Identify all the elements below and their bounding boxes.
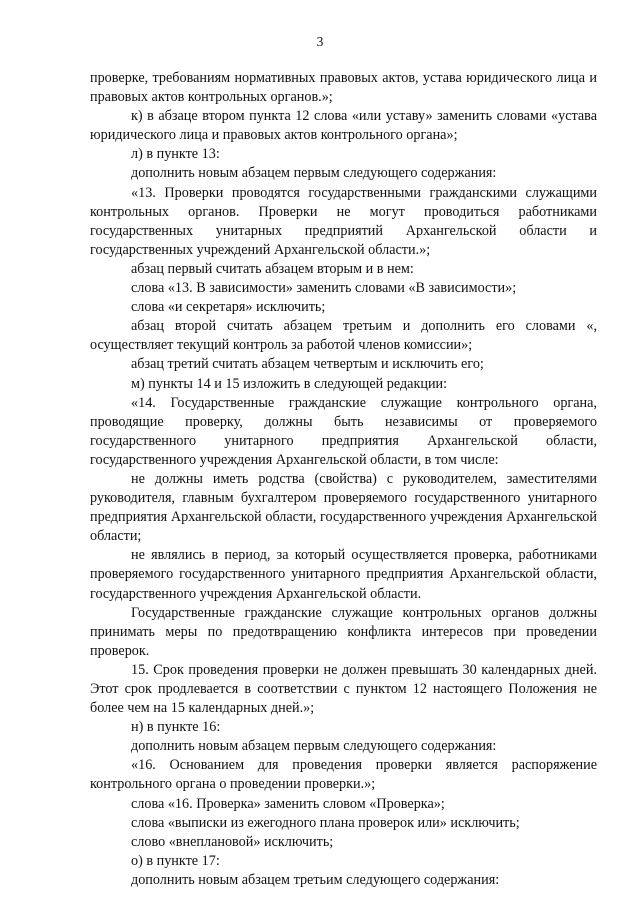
paragraph: слова «13. В зависимости» заменить словами «В зависимости»; bbox=[131, 280, 517, 297]
paragraph: «14. Государственные гражданские служащие контрольного органа, проводящие проверку, должны быть независимы от проверяемого государственного унитарного предприятия Архангельской области, государственного учреждения Архангельской области, в том числе: bbox=[90, 394, 597, 468]
paragraph: абзац первый считать абзацем вторым и в нем: bbox=[131, 260, 414, 277]
paragraph: о) в пункте 17: bbox=[131, 852, 220, 869]
paragraph: не должны иметь родства (свойства) с руководителем, заместителями руководителя, главным бухгалтером проверяемого государственного унитарного предприятия Архангельской области, государственного учреждения Архангельской области; bbox=[90, 470, 597, 545]
paragraph: проверке, требованиям нормативных правовых актов, устава юридического лица и правовых актов контрольных органов.»; bbox=[90, 70, 597, 106]
paragraph: слова «и секретаря» исключить; bbox=[131, 299, 326, 316]
paragraph: л) в пункте 13: bbox=[131, 146, 220, 163]
paragraph: н) в пункте 16: bbox=[131, 719, 221, 736]
paragraph: слово «внеплановой» исключить; bbox=[131, 833, 334, 850]
paragraph: «16. Основанием для проведения проверки является распоряжение контрольного органа о проведении проверки.»; bbox=[90, 757, 597, 793]
paragraph: Государственные гражданские служащие контрольных органов должны принимать меры по предотвращению конфликта интересов при проведении проверок. bbox=[90, 604, 597, 659]
document-body bbox=[90, 69, 597, 890]
page-number: 3 bbox=[316, 34, 324, 49]
paragraph: дополнить новым абзацем третьим следующего содержания: bbox=[131, 871, 500, 888]
paragraph: абзац третий считать абзацем четвертым и исключить его; bbox=[131, 356, 484, 373]
paragraph: слова «16. Проверка» заменить словом «Проверка»; bbox=[131, 795, 445, 812]
paragraph: слова «выписки из ежегодного плана проверок или» исключить; bbox=[131, 814, 520, 831]
paragraph: 15. Срок проведения проверки не должен превышать 30 календарных дней. Этот срок продлевается в соответствии с пунктом 12 настоящего Положения не более чем на 15 календарных дней.»; bbox=[90, 661, 597, 717]
paragraph: к) в абзаце втором пункта 12 слова «или уставу» заменить словами «устава юридического лица и правовых актов контрольного органа»; bbox=[90, 108, 597, 144]
paragraph: дополнить новым абзацем первым следующего содержания: bbox=[131, 165, 497, 182]
paragraph: м) пункты 14 и 15 изложить в следующей редакции: bbox=[131, 375, 448, 392]
paragraph: не являлись в период, за который осуществляется проверка, работниками проверяемого государственного унитарного предприятия Архангельской области, государственного учреждения Архангельской области. bbox=[90, 547, 597, 602]
paragraph: дополнить новым абзацем первым следующего содержания: bbox=[131, 738, 497, 755]
paragraph: абзац второй считать абзацем третьим и дополнить его словами «, осуществляет текущий контроль за работой членов комиссии»; bbox=[90, 318, 597, 354]
paragraph: «13. Проверки проводятся государственными гражданскими служащими контрольных органов. Проверки не могут проводиться работниками государственных унитарных предприятий Архангельской области и государственных учреждений Архангельской области.»; bbox=[90, 184, 597, 258]
